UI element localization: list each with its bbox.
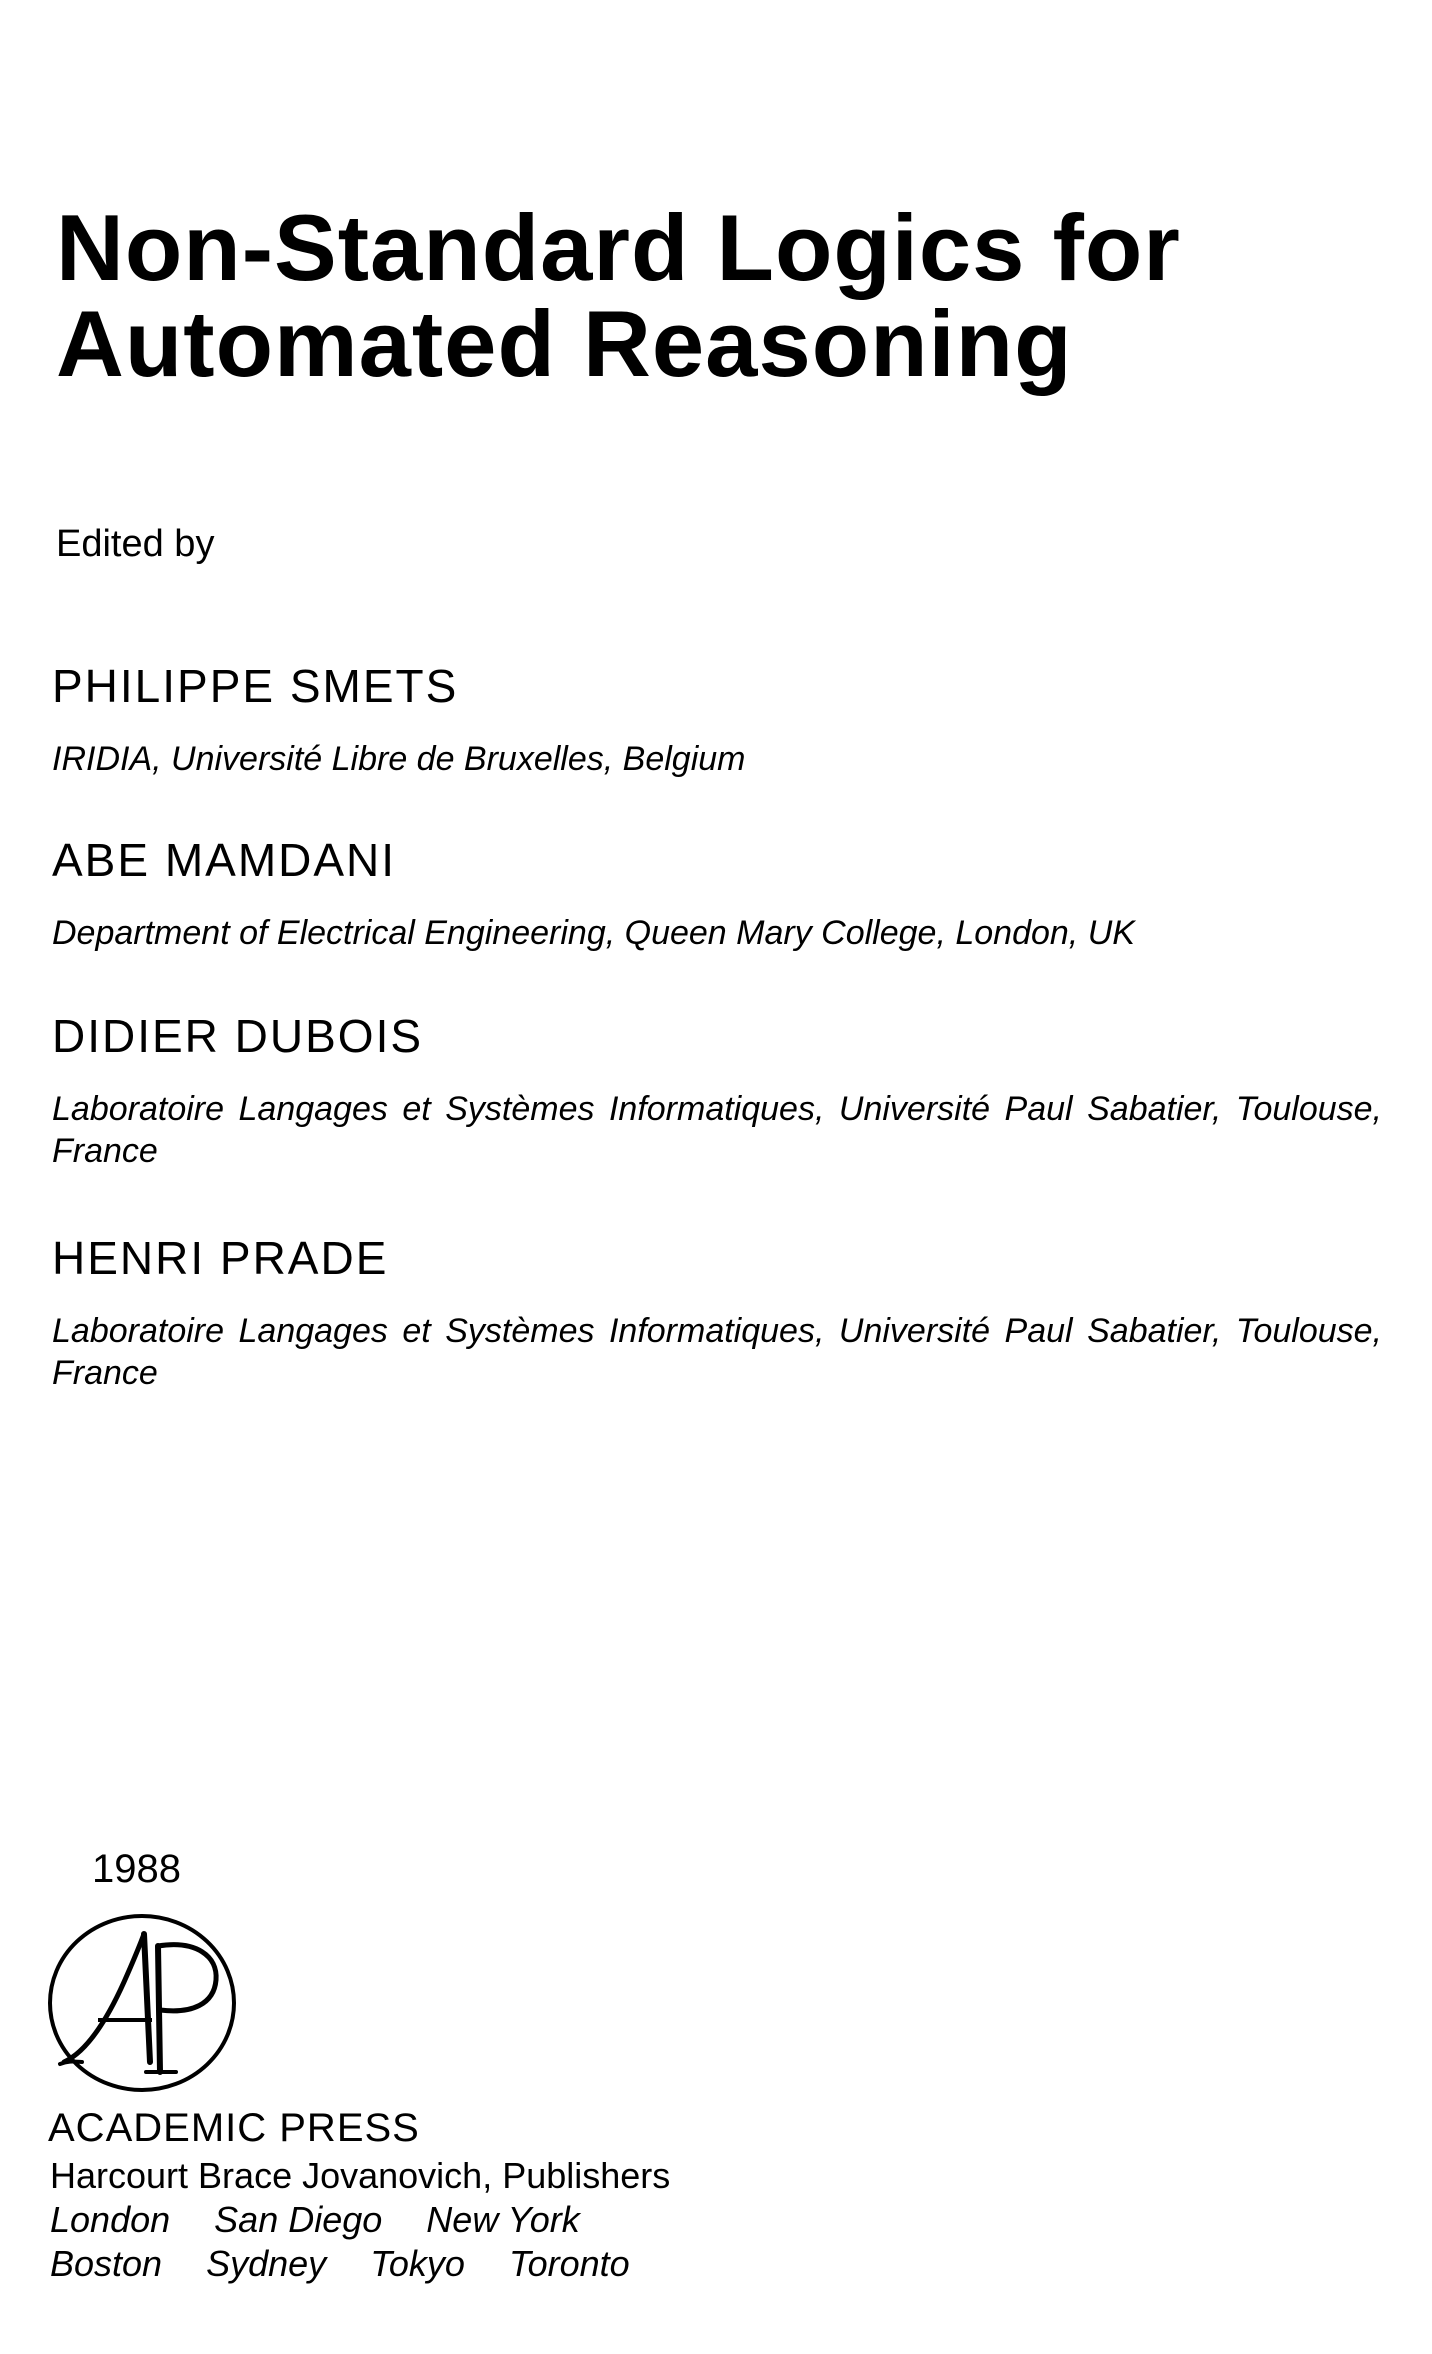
publisher-cities-row-2 — [50, 2244, 664, 2284]
editor-name: HENRI PRADE — [52, 1232, 389, 1284]
city: Tokyo — [370, 2243, 465, 2284]
city: London — [50, 2199, 171, 2240]
editor-name: DIDIER DUBOIS — [52, 1010, 424, 1062]
book-title-line-1: Non-Standard Logics for — [56, 195, 1181, 300]
editor-name: PHILIPPE SMETS — [52, 660, 459, 712]
city: San Diego — [214, 2199, 383, 2240]
city: Toronto — [508, 2243, 630, 2284]
city: Sydney — [206, 2243, 327, 2284]
ap-publisher-logo-icon — [46, 1912, 238, 2094]
editor-block — [52, 660, 1392, 780]
editor-affiliation: IRIDIA, Université Libre de Bruxelles, Belgium — [52, 740, 746, 778]
editor-affiliation: Department of Electrical Engineering, Queen Mary College, London, UK — [52, 914, 1135, 952]
edited-by-label: Edited by — [56, 523, 215, 565]
publisher-name: ACADEMIC PRESS — [48, 2106, 420, 2150]
city: Boston — [50, 2243, 163, 2284]
editor-affiliation: Laboratoire Langages et Systèmes Informatiques, Université Paul Sabatier, Toulouse, France — [52, 1090, 1382, 1170]
editor-name: ABE MAMDANI — [52, 834, 397, 886]
book-title — [56, 195, 1181, 396]
publisher-subtitle: Harcourt Brace Jovanovich, Publishers — [50, 2155, 671, 2196]
editor-affiliation: Laboratoire Langages et Systèmes Informatiques, Université Paul Sabatier, Toulouse, France — [52, 1312, 1382, 1392]
editor-block — [52, 1010, 1392, 1172]
book-title-line-2: Automated Reasoning — [56, 291, 1073, 396]
editor-block — [52, 834, 1392, 954]
publisher-cities-row-1 — [50, 2200, 614, 2240]
city: New York — [426, 2199, 580, 2240]
publication-year: 1988 — [92, 1847, 181, 1891]
editor-block — [52, 1232, 1392, 1394]
